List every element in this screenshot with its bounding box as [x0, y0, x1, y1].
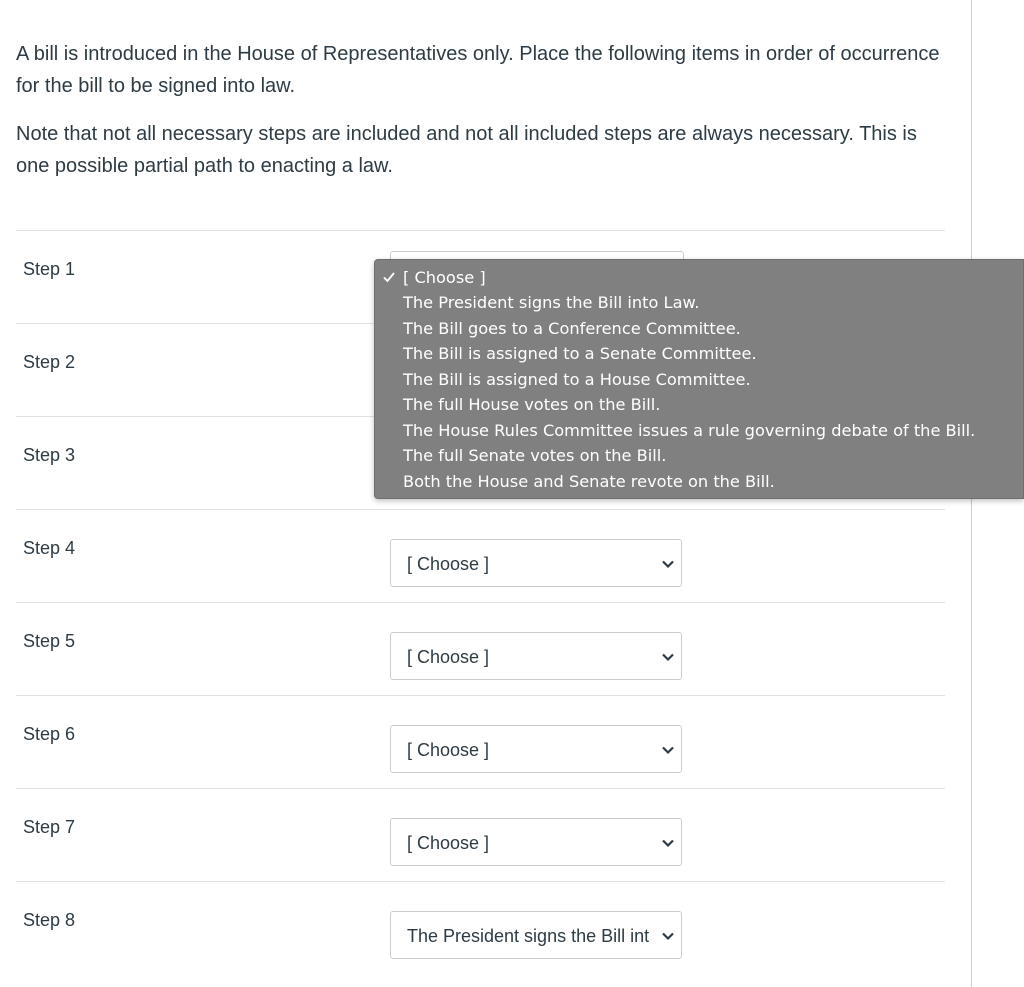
- option-senate-committee[interactable]: The Bill is assigned to a Senate Committee.: [403, 344, 757, 363]
- question-text: [16, 38, 946, 198]
- question-paragraph-1: A bill is introduced in the House of Representatives only. Place the following items in order of occurrence for the bill to be signed into law.: [16, 43, 940, 97]
- step-label: Step 3: [23, 445, 76, 465]
- option-full-house-votes[interactable]: The full House votes on the Bill.: [403, 395, 661, 414]
- chevron-down-icon: [661, 929, 675, 943]
- answer-row: [16, 881, 945, 974]
- select-value: [ Choose ]: [407, 740, 490, 760]
- answer-row: [16, 788, 945, 881]
- step-label: Step 6: [23, 724, 76, 744]
- checkmark-icon: [382, 270, 396, 284]
- option-choose[interactable]: [ Choose ]: [403, 268, 486, 287]
- step-label: Step 1: [23, 259, 76, 279]
- select-options-list: [374, 259, 1024, 499]
- option-rules-committee[interactable]: The House Rules Committee issues a rule governing debate of the Bill.: [403, 421, 976, 440]
- option-revote[interactable]: Both the House and Senate revote on the Bill.: [403, 472, 775, 491]
- step-label: Step 2: [23, 352, 76, 372]
- chevron-down-icon: [661, 836, 675, 850]
- step-4-select[interactable]: [390, 539, 682, 587]
- answer-row: [16, 695, 945, 788]
- chevron-down-icon: [661, 557, 675, 571]
- select-value: [ Choose ]: [407, 833, 490, 853]
- step-5-select[interactable]: [390, 632, 682, 680]
- option-president-signs[interactable]: The President signs the Bill into Law.: [403, 293, 700, 312]
- step-label: Step 8: [23, 910, 76, 930]
- step-8-select[interactable]: [390, 911, 682, 959]
- option-full-senate-votes[interactable]: The full Senate votes on the Bill.: [403, 446, 667, 465]
- step-label: Step 4: [23, 538, 76, 558]
- option-conference-committee[interactable]: The Bill goes to a Conference Committee.: [403, 319, 741, 338]
- select-value: The President signs the Bill int: [407, 926, 650, 946]
- answer-row: [16, 509, 945, 602]
- step-label: Step 5: [23, 631, 76, 651]
- step-7-select[interactable]: [390, 818, 682, 866]
- chevron-down-icon: [661, 743, 675, 757]
- question-paragraph-2: Note that not all necessary steps are included and not all included steps are always necessary. This is one possible partial path to enacting a law.: [16, 123, 917, 177]
- answer-row: [16, 602, 945, 695]
- select-value: [ Choose ]: [407, 647, 490, 667]
- select-value: [ Choose ]: [407, 554, 490, 574]
- step-label: Step 7: [23, 817, 76, 837]
- chevron-down-icon: [661, 650, 675, 664]
- step-6-select[interactable]: [390, 725, 682, 773]
- option-house-committee[interactable]: The Bill is assigned to a House Committee.: [403, 370, 751, 389]
